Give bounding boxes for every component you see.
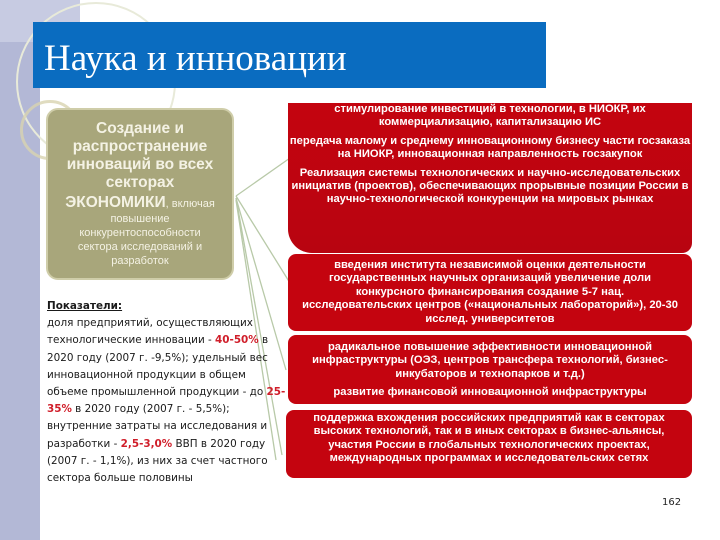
measure-item: поддержка вхождения российских предприятий как в секторах высоких технологий, так и в иных секторах в бизнес-альянсы, участия России в глобальных технологических проектах, международных программах и исследовательских сетях	[313, 412, 665, 465]
main-goal-line: , включая	[165, 198, 215, 210]
indicator-text: в 2020 году (2007 г. - 5,5%); внутренние затраты на исследования и разработки -	[47, 403, 268, 450]
measure-item: передача малому и среднему инновационному бизнесу части госзаказа на НИОКР, инновационная направленность госзакупок	[289, 134, 691, 161]
main-goal-line: распространение	[72, 138, 208, 155]
measures-box-science-orgs	[288, 254, 692, 331]
main-goal-line: конкурентоспособности	[79, 227, 201, 239]
measure-item: развитие финансовой инновационной инфраструктуры	[333, 386, 647, 399]
slide-title: Наука и инновации	[44, 38, 347, 79]
main-goal-line: разработок	[111, 255, 169, 267]
indicator-text: в 2020 году (2007 г. -9,5%); удельный вес инновационной продукции в общем объеме промышленной продукции - до	[47, 334, 269, 399]
indicator-value: 2,5-3,0%	[120, 437, 173, 450]
indicator-value: 25-35%	[47, 386, 286, 416]
measure-item: введения института независимой оценки деятельности государственных научных организаций увеличение доли конкурсного финансирования создание 5-7 нац. исследовательских центров («национальных лабораторий»), 20-30 исслед. университетов	[302, 259, 678, 325]
indicators-block	[47, 298, 287, 487]
main-goal-line: секторах	[105, 174, 175, 191]
measure-item: стимулирование инвестиций в технологии, в НИОКР, их коммерциализацию, капитализацию ИС	[334, 103, 646, 129]
measure-item: Реализация системы технологических и научно-исследовательских инициатив (проектов), обеспечивающих прорывные позиции России в научно-технологической конкуренции на мировых рынках	[291, 166, 689, 206]
main-goal-line: повышение	[110, 213, 170, 225]
indicators-header: Показатели:	[47, 300, 123, 312]
main-goal-emphasis: ЭКОНОМИКИ	[65, 194, 166, 211]
page-number: 162	[662, 497, 682, 508]
measure-item: радикальное повышение эффективности инновационной инфраструктуры (ОЭЗ, центров трансфера технологий, бизнес-инкубаторов и технопарков и т.д.)	[312, 341, 668, 380]
indicator-value: 40-50%	[215, 334, 259, 347]
measures-box-investment	[288, 103, 692, 253]
main-goal-line: Создание и	[96, 120, 184, 137]
main-goal-line: инноваций во всех	[66, 156, 214, 173]
measures-box-infrastructure	[288, 335, 692, 404]
main-goal-line: сектора исследований и	[77, 241, 203, 253]
measures-box-global	[286, 410, 692, 478]
indicator-text: доля предприятий, осуществляющих технологические инновации -	[47, 317, 253, 347]
main-goal-box	[46, 108, 234, 280]
indicator-text: ВВП в 2020 году (2007 г. - 1,1%), из них за счет частного сектора больше половины	[47, 437, 268, 485]
